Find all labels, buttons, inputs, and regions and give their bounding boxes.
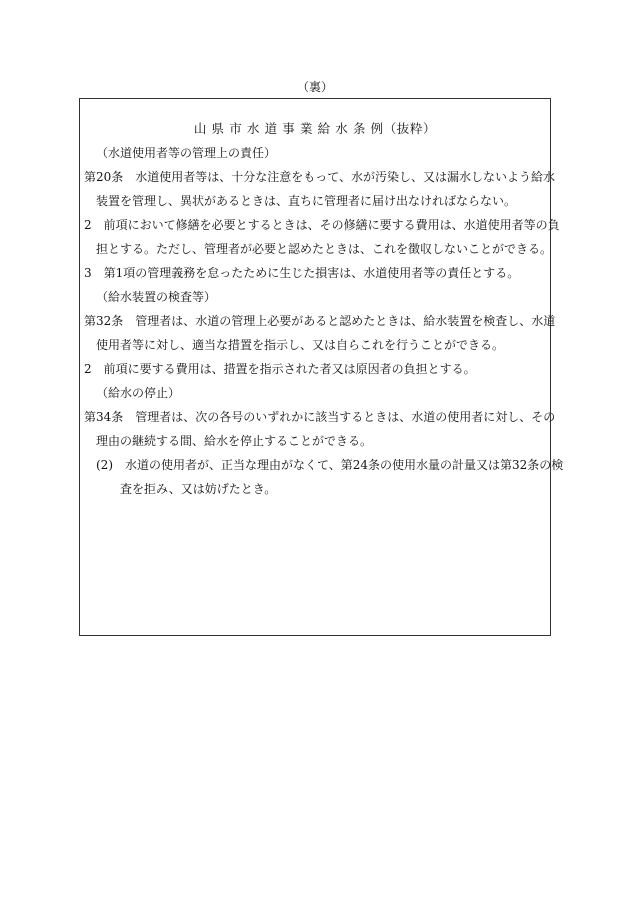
article-34-item-2-cont: 査を拒み、又は妨げたとき。 [120, 482, 277, 496]
document-title: 山 県 市 水 道 事 業 給 水 条 例（抜粋） [193, 121, 437, 136]
article-32-para-2: 2 前項に要する費用は、措置を指示された者又は原因者の負担とする。 [84, 362, 476, 376]
article-34-text-cont: 理由の継続する間、給水を停止することができる。 [96, 434, 373, 448]
article-34-text: 第34条 管理者は、次の各号のいずれかに該当するときは、水道の使用者に対し、その [84, 410, 556, 424]
article-20-para-2-cont: 担とする。ただし、管理者が必要と認めたときは、これを徴収しないことができる。 [96, 242, 553, 256]
article-20-para-2: 2 前項において修繕を必要とするときは、その修繕に要する費用は、水道使用者等の負 [84, 218, 560, 232]
article-34-item-2: (2) 水道の使用者が、正当な理由がなくて、第24条の使用水量の計量又は第32条の検 [96, 458, 564, 472]
article-20-text: 第20条 水道使用者等は、十分な注意をもって、水が汚染し、又は漏水しないよう給水 [84, 170, 556, 184]
section-heading-article-34: （給水の停止） [96, 386, 181, 400]
article-32-text: 第32条 管理者は、水道の管理上必要があると認めたときは、給水装置を検査し、水道 [84, 314, 556, 328]
section-heading-article-20: （水道使用者等の管理上の責任） [96, 146, 277, 160]
article-32-text-cont: 使用者等に対し、適当な措置を指示し、又は自らこれを行うことができる。 [96, 338, 505, 352]
section-heading-article-32: （給水装置の検査等） [96, 290, 217, 304]
article-20-text-cont: 装置を管理し、異状があるときは、直ちに管理者に届け出なければならない。 [96, 194, 517, 208]
article-20-para-3: 3 第1項の管理義務を怠ったために生じた損害は、水道使用者等の責任とする。 [84, 266, 520, 280]
page-side-label: （裏） [296, 80, 333, 94]
